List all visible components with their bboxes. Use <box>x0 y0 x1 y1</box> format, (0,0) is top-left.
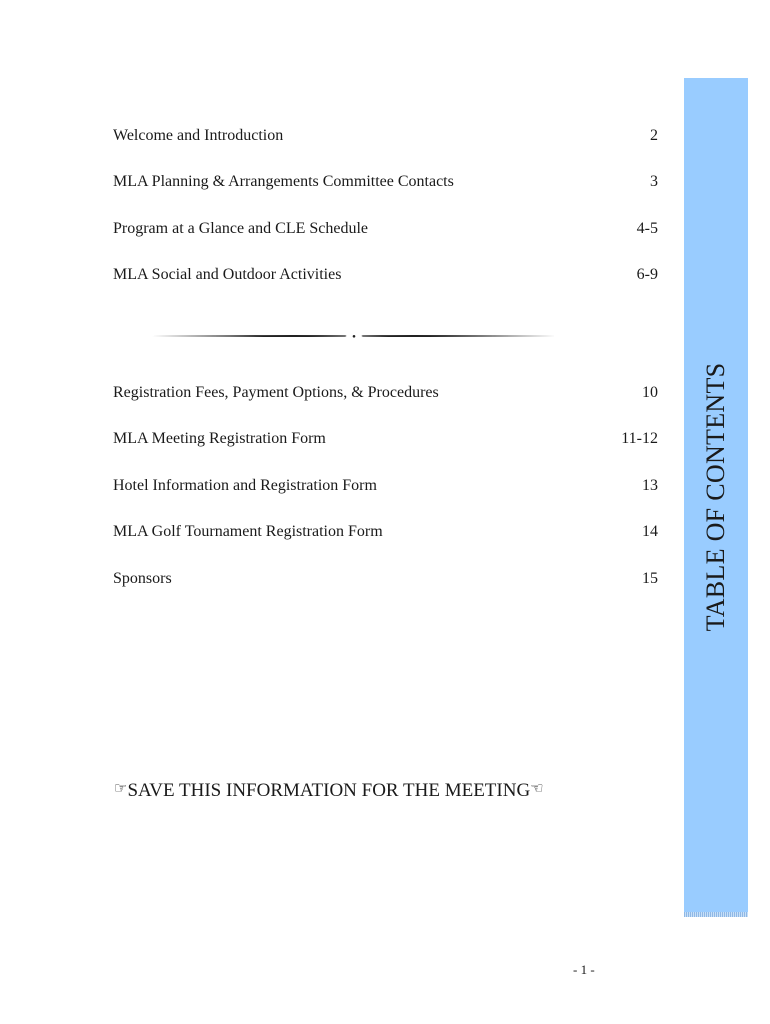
toc-entry-golf-tournament[interactable] <box>113 521 658 543</box>
toc-entry-page: 6-9 <box>636 266 658 283</box>
toc-entry-page: 13 <box>642 477 658 494</box>
toc-entry-sponsors[interactable] <box>113 568 658 590</box>
toc-entry-title: Hotel Information and Registration Form <box>113 477 377 494</box>
toc-entry-page: 2 <box>650 127 658 144</box>
toc-entry-title: Sponsors <box>113 570 172 587</box>
hand-pointing-right-icon: ☞ <box>114 779 128 797</box>
toc-entry-title: MLA Meeting Registration Form <box>113 430 326 447</box>
toc-entry-committee-contacts[interactable] <box>113 171 658 193</box>
toc-entry-program-at-a-glance[interactable] <box>113 218 658 240</box>
toc-entry-meeting-registration-form[interactable] <box>113 428 658 450</box>
toc-entry-welcome[interactable] <box>113 125 658 147</box>
toc-entry-title: Welcome and Introduction <box>113 127 284 144</box>
toc-entry-page: 14 <box>642 523 658 540</box>
toc-entry-hotel-information[interactable] <box>113 475 658 497</box>
toc-entry-registration-fees[interactable] <box>113 382 658 404</box>
toc-entry-page: 11-12 <box>621 430 658 447</box>
toc-entry-title: MLA Golf Tournament Registration Form <box>113 523 383 540</box>
toc-entry-page: 3 <box>650 173 658 190</box>
toc-entry-page: 4-5 <box>636 220 658 237</box>
notice-text: SAVE THIS INFORMATION FOR THE MEETING <box>127 780 531 801</box>
hand-pointing-left-icon: ☜ <box>530 779 544 797</box>
toc-entry-title: Registration Fees, Payment Options, & Procedures <box>113 384 439 401</box>
toc-entry-social-activities[interactable] <box>113 264 658 286</box>
toc-entry-page: 15 <box>642 570 658 587</box>
decorative-divider <box>150 326 558 346</box>
toc-entry-title: Program at a Glance and CLE Schedule <box>113 220 369 237</box>
toc-entry-title: MLA Planning & Arrangements Committee Contacts <box>113 173 454 190</box>
page-number: - 1 - <box>573 962 595 977</box>
sidebar-title: TABLE OF CONTENTS <box>701 362 730 632</box>
toc-entry-page: 10 <box>642 384 658 401</box>
sidebar-bottom-edge <box>684 912 748 917</box>
save-information-notice <box>114 776 544 803</box>
toc-entry-title: MLA Social and Outdoor Activities <box>113 266 342 283</box>
